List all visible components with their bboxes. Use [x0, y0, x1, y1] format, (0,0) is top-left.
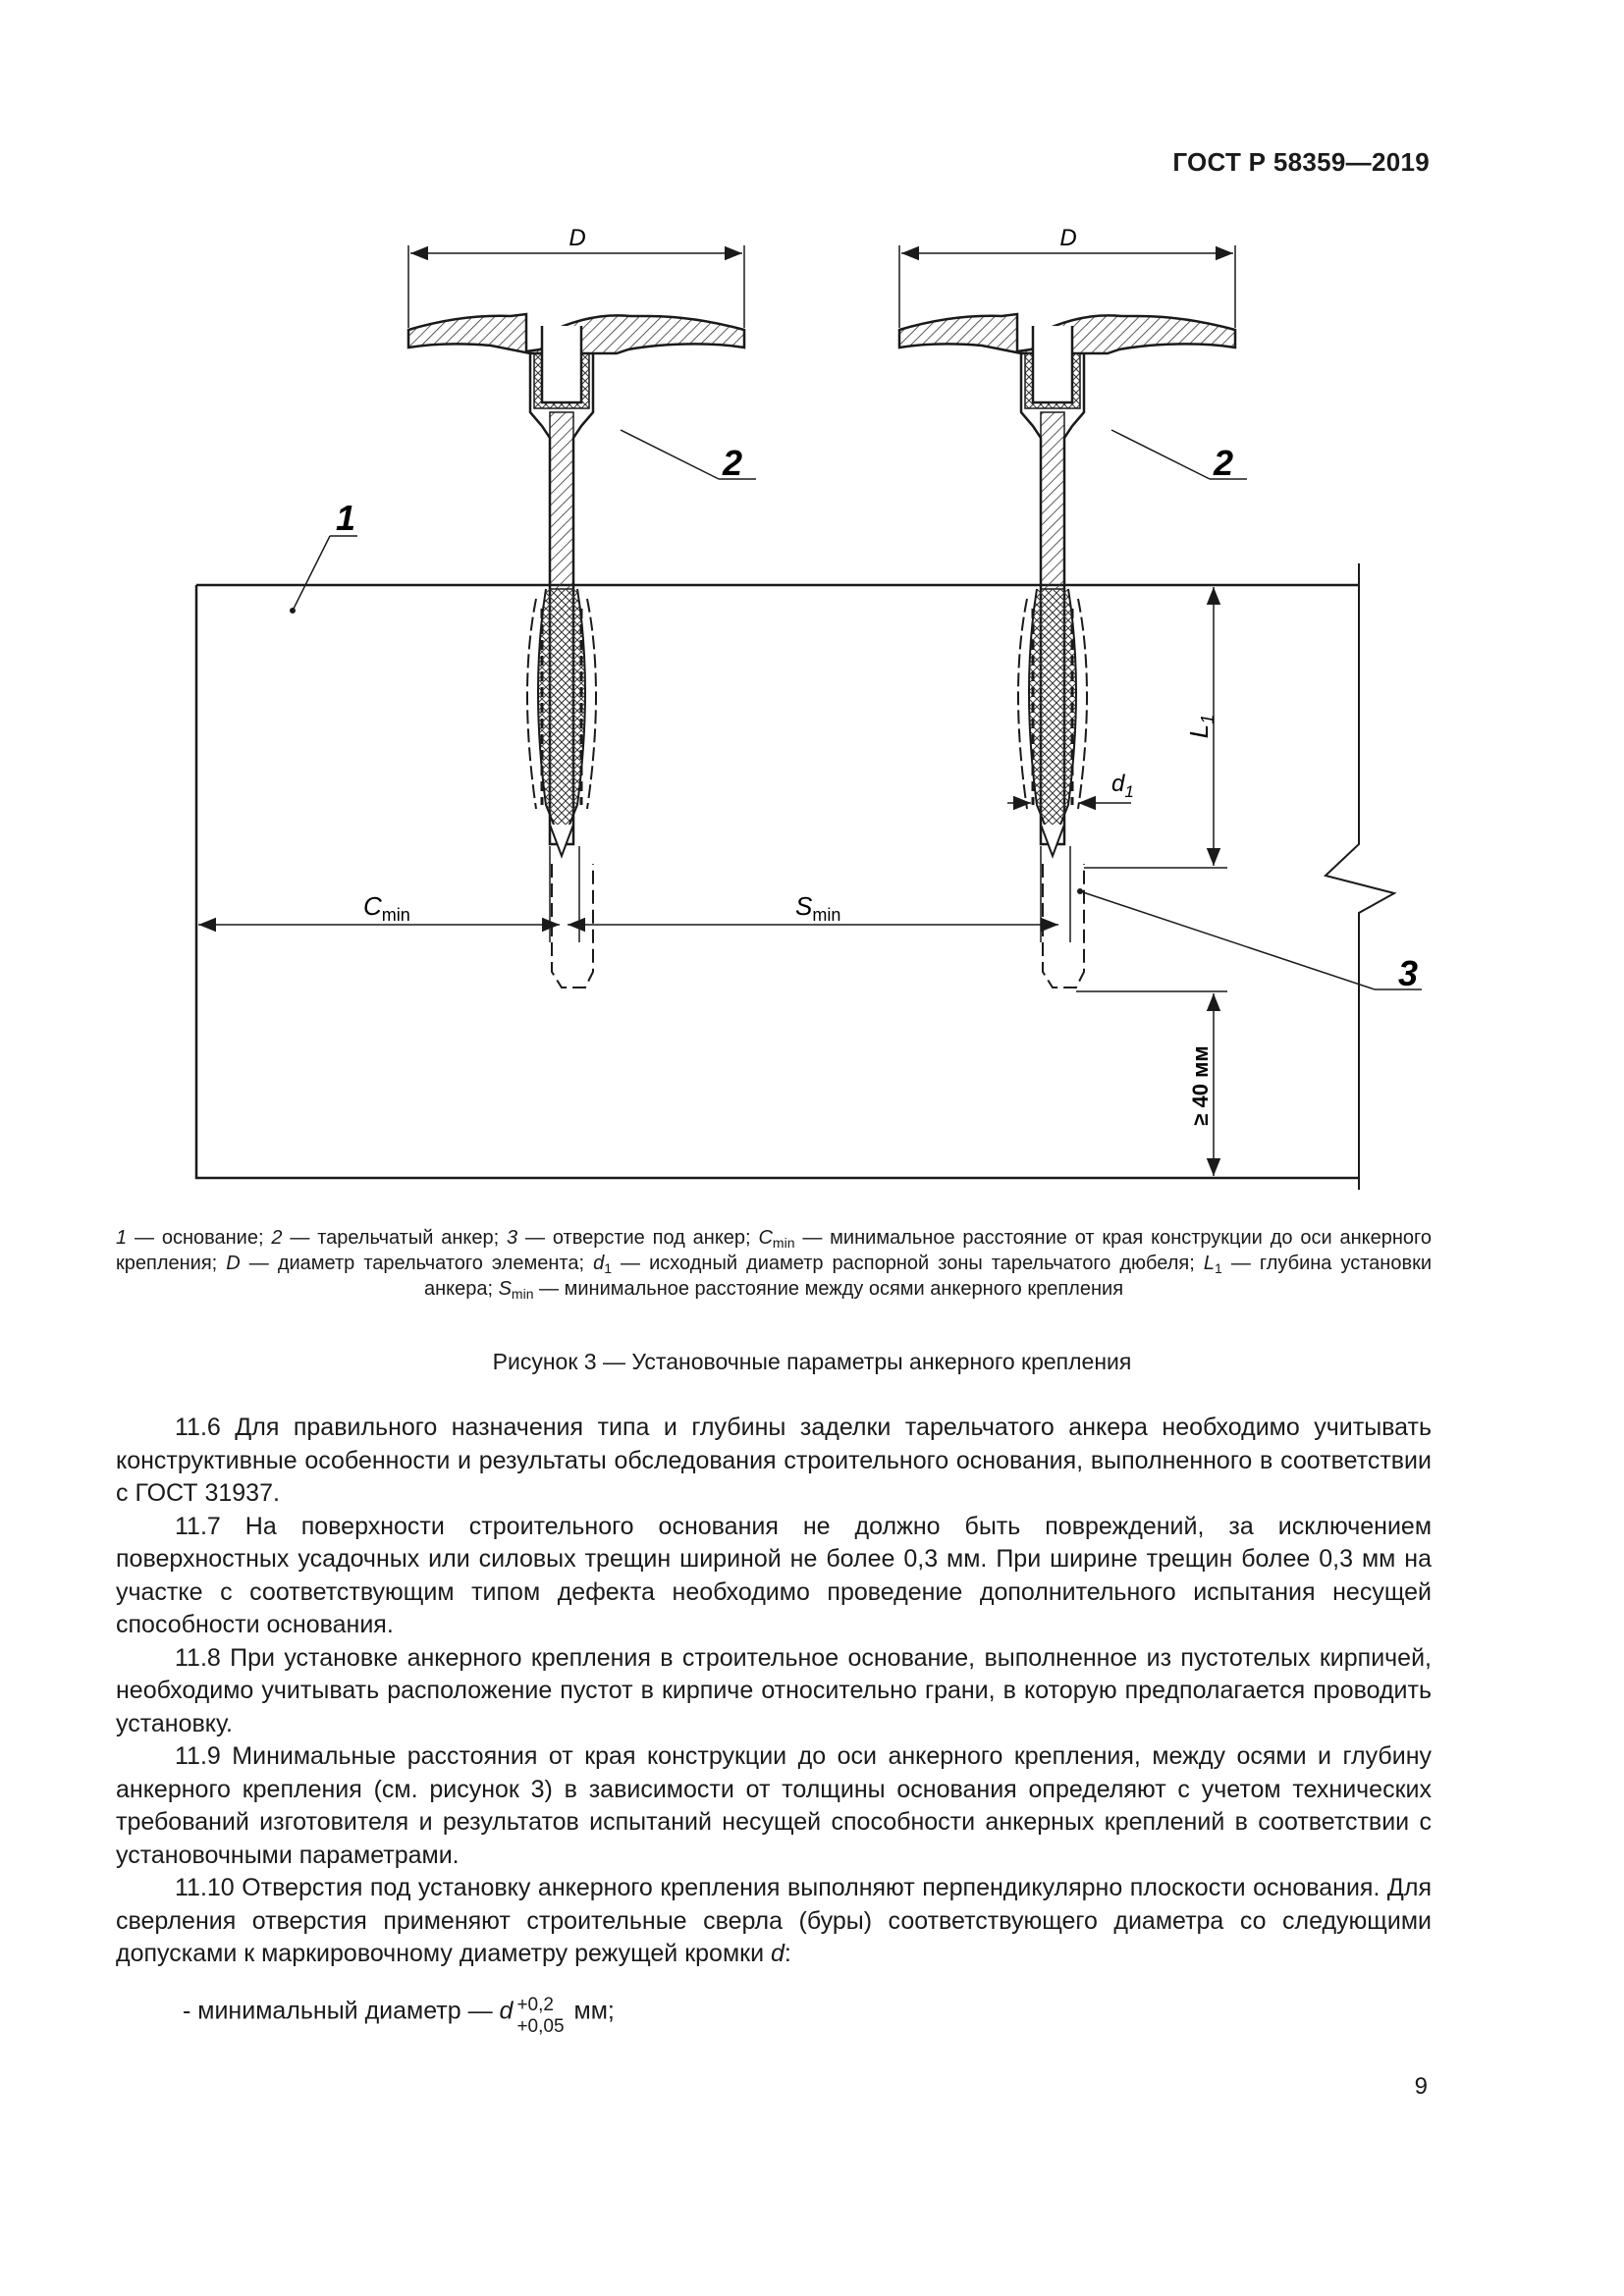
dimension-d-left — [408, 245, 744, 328]
figure-legend: 1 — основание; 2 — тарельчатый анкер; 3 — отверстие под анкер; $C_{min}$ — минимальное расстояние от края конструкции до оси анкерного крепления; D — диаметр тарельчатого элемента; $d_1$ — исходный диаметр распорной зоны тарельчатого дюбеля; $L_1$ — глубина установки анкера; $S_{min}$ — минимальное расстояние между осями анкерного крепления — [116, 1227, 1433, 1302]
label-d1: $d_1$ — [1111, 771, 1134, 801]
leader-hole — [1077, 888, 1422, 989]
paragraph-11-7: 11.7 На поверхности строительного основания не должно быть повреждений, за исключением поверхностных усадочных или силовых трещин шириной не более 0,3 мм. При ширине трещин более 0,3 мм на участке с соответствующим типом дефекта необходимо проведение дополнительного испытания несущей способности основания. — [116, 1512, 1432, 1638]
anchor-right — [899, 314, 1235, 988]
label-hole: 3 — [1398, 953, 1419, 993]
leader-base — [290, 536, 357, 614]
page-number: 9 — [1414, 2073, 1428, 2100]
document-header: ГОСТ Р 58359—2019 — [1172, 147, 1430, 177]
base-block — [196, 563, 1394, 1190]
label-cmin: $C_{min}$ — [363, 891, 410, 925]
label-smin: $S_{min}$ — [795, 891, 841, 925]
label-d-right: D — [1059, 225, 1077, 251]
label-anchor-left: 2 — [723, 443, 743, 483]
anchor-left — [406, 314, 746, 988]
paragraph-11-10: 11.10 Отверстия под установку анкерного крепления выполняют перпендикулярно плоскости основания. Для сверления отверстия применяют строительные сверла (буры) соответствующего диаметра со следующими допусками к маркировочному диаметру режущей кромки d: — [116, 1874, 1432, 1967]
bullet-min-diameter: - минимальный диаметр — d +0,2 +0,05 мм; — [183, 1994, 615, 2037]
label-d-left: D — [568, 225, 586, 251]
label-base: 1 — [336, 498, 356, 538]
label-l1: $L_1$ — [1184, 714, 1218, 739]
figure-caption: Рисунок 3 — Установочные параметры анкерного крепления — [492, 1349, 1132, 1374]
label-min-depth: ≥ 40 мм — [1188, 1045, 1213, 1126]
tolerance: +0,2 +0,05 — [516, 1994, 565, 2037]
paragraph-11-6: 11.6 Для правильного назначения типа и глубины заделки тарельчатого анкера необходимо учитывать конструктивные особенности и результаты обследования строительного основания, выполненного в соответствии с ГОСТ 31937. — [116, 1414, 1432, 1507]
paragraph-11-9: 11.9 Минимальные расстояния от края конструкции до оси анкерного крепления, между осями и глубину анкерного крепления (см. рисунок 3) в зависимости от толщины основания определяют с учетом технических требований изготовителя и результатов испытаний несущей способности анкерных креплений в соответствии с установочными параметрами. — [116, 1742, 1432, 1869]
label-anchor-right: 2 — [1214, 443, 1234, 483]
body-text — [116, 1412, 1432, 2037]
paragraph-11-8: 11.8 При установке анкерного крепления в строительное основание, выполненное из пустотелых кирпичей, необходимо учитывать расположение пустот в кирпиче относительно грани, в которую предполагается проводить установку. — [116, 1643, 1432, 1737]
dimension-d-right — [899, 245, 1235, 328]
